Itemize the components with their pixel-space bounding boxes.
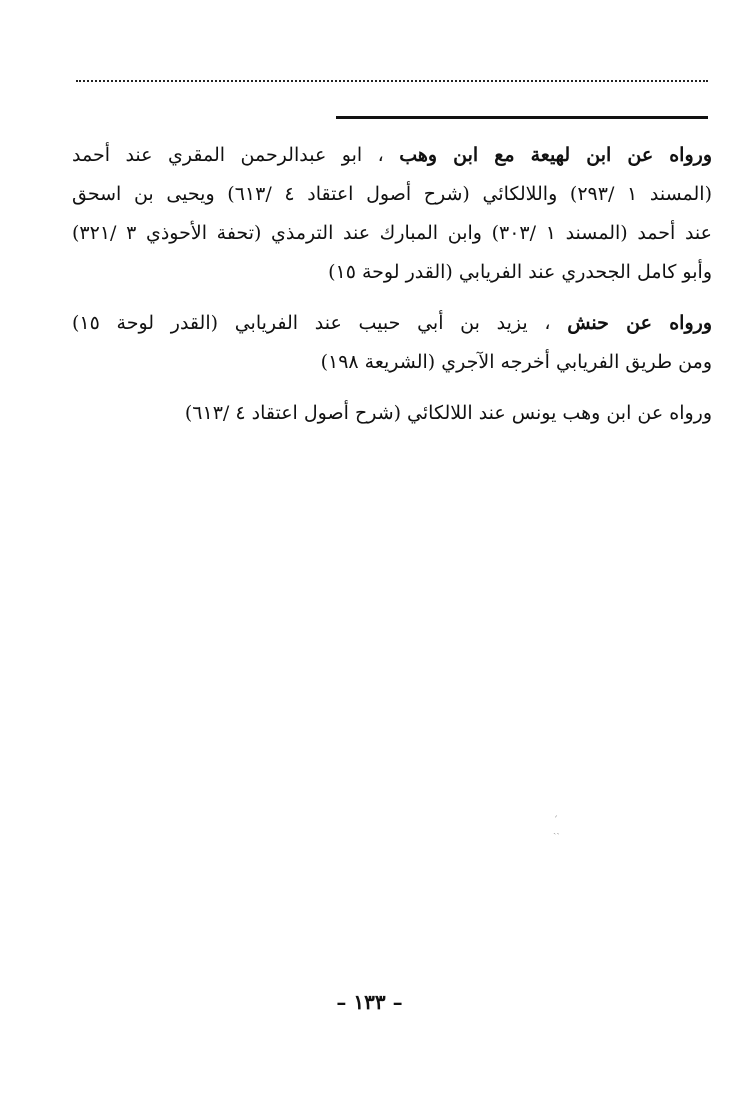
paragraph-hanash: [72, 304, 712, 382]
bold-lead: ورواه عن ابن لهيعة مع ابن وهب: [399, 144, 712, 166]
line-text: (المسند ١ /٢٩٣) واللالكائي (شرح أصول اعتقاد ٤ /٦١٣) ويحيى بن اسحق: [72, 183, 712, 205]
text-line: [72, 253, 712, 292]
text-line: [72, 343, 712, 382]
line-text: ومن طريق الفريابي أخرجه الآجري (الشريعة ١٩٨): [320, 351, 712, 373]
line-text: ورواه عن ابن وهب يونس عند اللالكائي (شرح أصول اعتقاد ٤ /٦١٣): [184, 402, 712, 424]
text-line: [72, 394, 712, 433]
dotted-separator: [76, 80, 708, 82]
line-text: ، ابو عبدالرحمن المقري عند أحمد: [72, 144, 400, 166]
line-text: عند أحمد (المسند ١ /٣٠٣) وابن المبارك عند الترمذي (تحفة الأحوذي ٣ /٣٢١): [72, 222, 713, 244]
line-text: وأبو كامل الجحدري عند الفريابي (القدر لوحة ١٥): [328, 261, 712, 283]
main-text: [72, 136, 712, 445]
text-line: [72, 175, 712, 214]
text-line: [72, 214, 712, 253]
text-line: [72, 304, 712, 343]
page-number: – ١٣٣ –: [336, 990, 403, 1014]
bold-lead: ورواه عن حنش: [567, 312, 712, 334]
paragraph-ibn-wahb: [72, 394, 712, 433]
solid-separator: [336, 116, 708, 119]
line-text: ، يزيد بن أبي حبيب عند الفريابي (القدر لوحة ١٥): [72, 312, 568, 334]
paragraph-ibn-lahia: [72, 136, 712, 292]
paper-speck: ˊ ˏˎ: [553, 816, 560, 835]
text-line: [72, 136, 712, 175]
